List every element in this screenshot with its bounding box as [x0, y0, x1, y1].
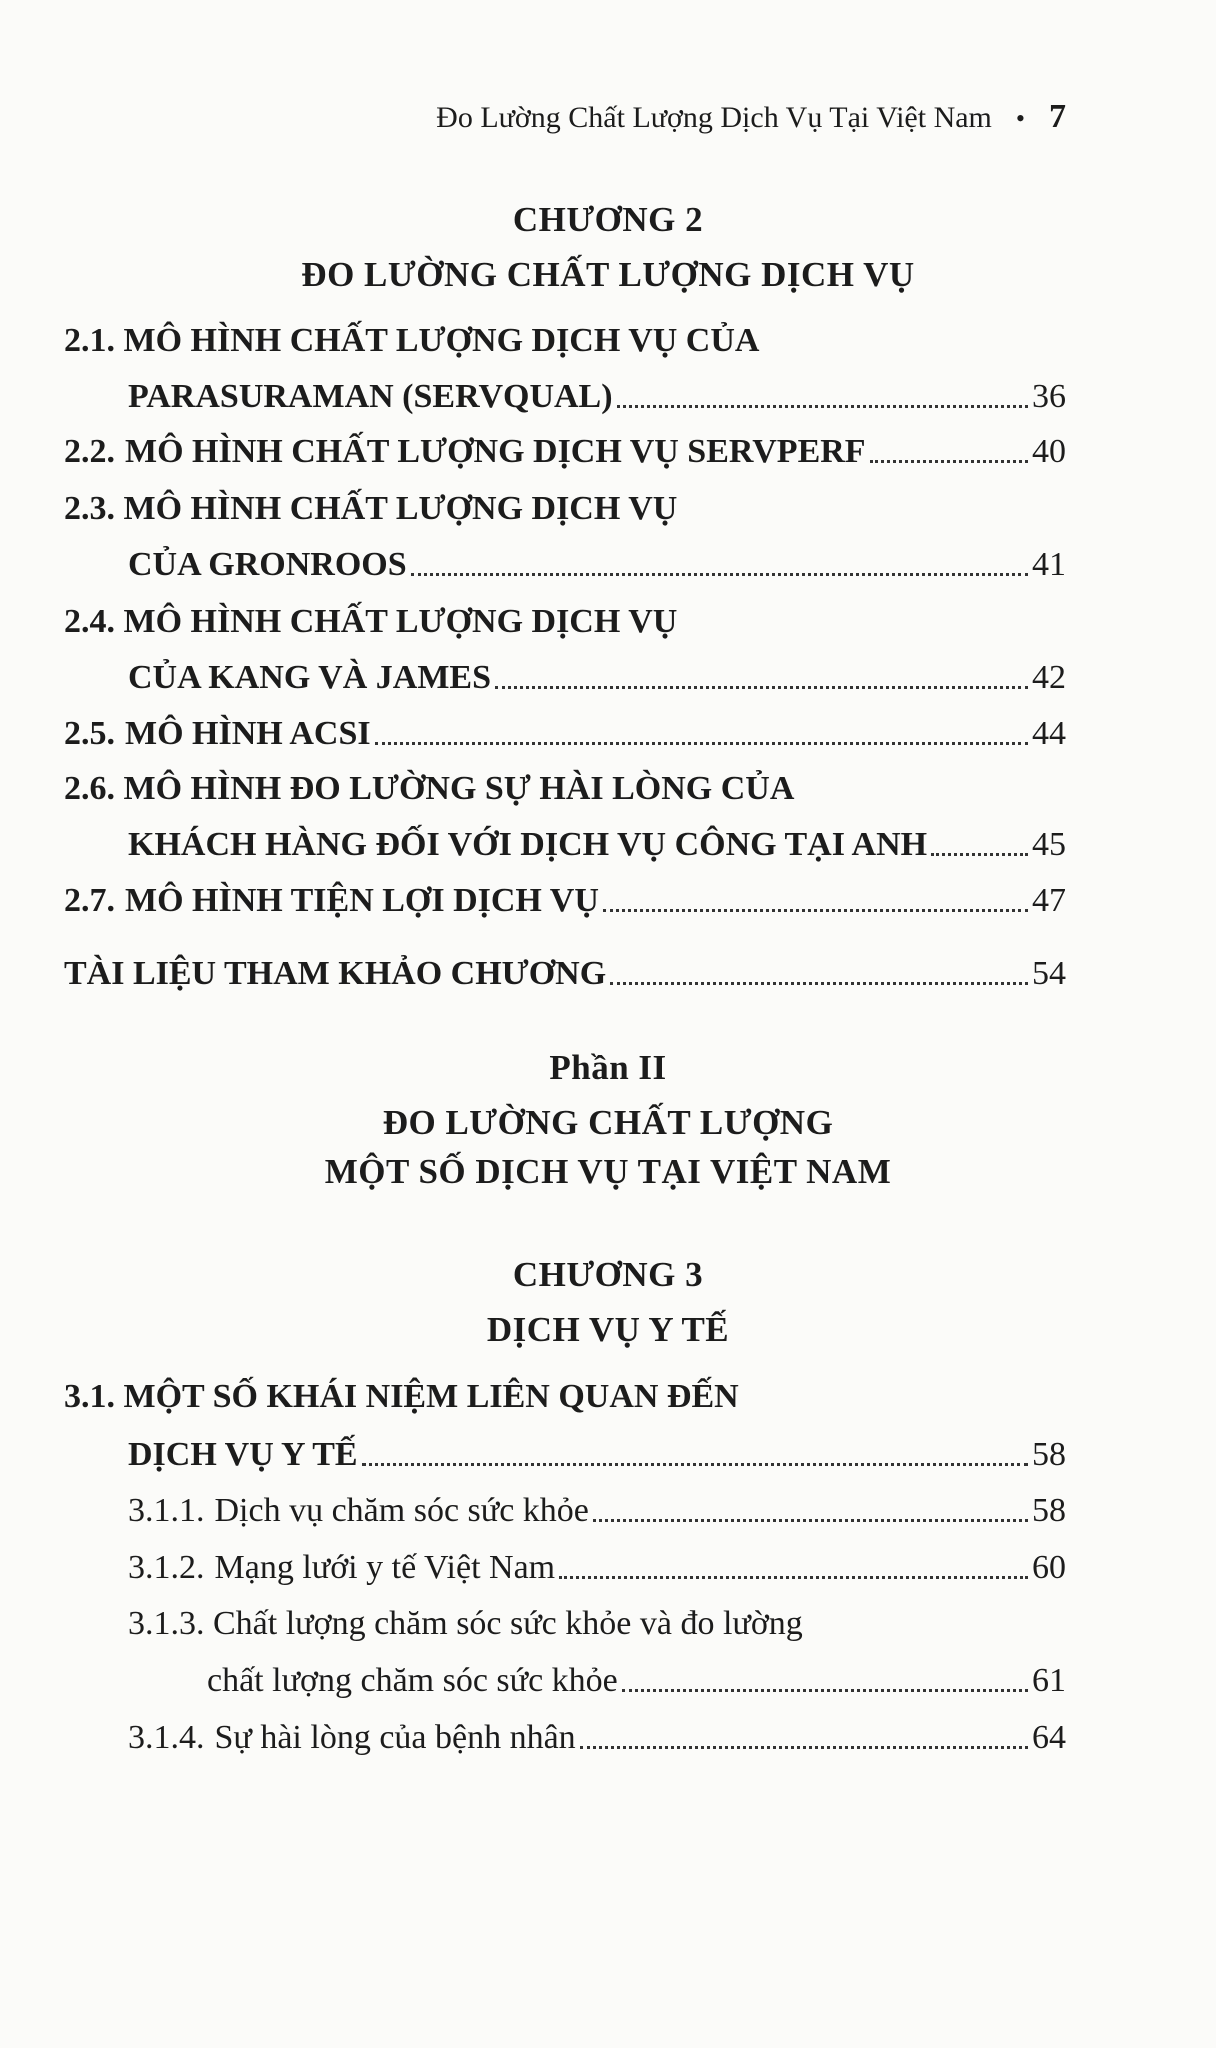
dot-leader: [617, 405, 1028, 408]
toc-entry-references[interactable]: [64, 955, 1066, 993]
part-2-title-line2: MỘT SỐ DỊCH VỤ TẠI VIỆT NAM: [324, 1152, 892, 1191]
toc-entry-text: DỊCH VỤ Y TẾ: [128, 1436, 358, 1473]
toc-page-number: 58: [1032, 1436, 1066, 1473]
toc-page-number: 42: [1032, 659, 1066, 696]
dot-leader: [870, 460, 1028, 463]
toc-entry-text: MÔ HÌNH ĐO LƯỜNG SỰ HÀI LÒNG CỦA: [123, 770, 795, 807]
toc-entry-2-1[interactable]: [128, 378, 1066, 416]
dot-leader: [610, 982, 1028, 985]
chapter-2-label: CHƯƠNG 2: [512, 200, 704, 239]
toc-entry-2-2[interactable]: [64, 433, 1066, 471]
toc-entry-text: CỦA KANG VÀ JAMES: [128, 659, 492, 696]
toc-entry-text: KHÁCH HÀNG ĐỐI VỚI DỊCH VỤ CÔNG TẠI ANH: [128, 826, 928, 863]
toc-page-number: 44: [1032, 715, 1066, 752]
dot-leader: [495, 686, 1028, 689]
chapter-2-title: ĐO LƯỜNG CHẤT LƯỢNG DỊCH VỤ: [301, 255, 915, 294]
toc-entry-3-1-3[interactable]: [207, 1662, 1066, 1700]
toc-entry-text: Mạng lưới y tế Việt Nam: [214, 1549, 556, 1586]
toc-page-number: 64: [1032, 1719, 1066, 1756]
toc-entry-text: TÀI LIỆU THAM KHẢO CHƯƠNG: [64, 955, 607, 992]
part-2-label: Phần II: [549, 1048, 667, 1087]
page-number: 7: [1049, 98, 1066, 135]
toc-entry-2-1-line1[interactable]: [64, 322, 759, 360]
dot-leader: [375, 742, 1028, 745]
toc-entry-text: CỦA GRONROOS: [128, 546, 407, 583]
toc-page-number: 41: [1032, 546, 1066, 583]
toc-page-number: 45: [1032, 826, 1066, 863]
toc-entry-number: 2.2.: [64, 433, 115, 470]
chapter-3-label: CHƯƠNG 3: [512, 1255, 704, 1294]
dot-leader: [559, 1576, 1028, 1579]
toc-entry-number: 2.6.: [64, 770, 115, 807]
toc-page-number: 58: [1032, 1492, 1066, 1529]
toc-entry-number: 3.1.4.: [128, 1719, 205, 1756]
toc-entry-3-1[interactable]: [128, 1436, 1066, 1474]
toc-entry-2-4-line1[interactable]: [64, 603, 677, 641]
dot-leader: [362, 1463, 1028, 1466]
dot-leader: [580, 1746, 1028, 1749]
toc-entry-3-1-4[interactable]: [128, 1719, 1066, 1757]
dot-leader: [411, 573, 1028, 576]
toc-entry-2-3-line1[interactable]: [64, 490, 677, 528]
dot-leader: [603, 909, 1028, 912]
toc-entry-text: MÔ HÌNH TIỆN LỢI DỊCH VỤ: [125, 882, 599, 919]
toc-entry-text: MÔ HÌNH CHẤT LƯỢNG DỊCH VỤ SERVPERF: [125, 433, 866, 470]
running-header: [436, 98, 1066, 136]
toc-page-number: 36: [1032, 378, 1066, 415]
toc-entry-3-1-line1[interactable]: [64, 1378, 739, 1416]
toc-entry-number: 3.1.: [64, 1378, 115, 1415]
toc-entry-2-6-line1[interactable]: [64, 770, 794, 808]
toc-entry-number: 3.1.3.: [128, 1605, 205, 1642]
toc-entry-2-4[interactable]: [128, 659, 1066, 697]
toc-entry-text: MÔ HÌNH CHẤT LƯỢNG DỊCH VỤ CỦA: [123, 322, 760, 359]
toc-entry-2-7[interactable]: [64, 882, 1066, 920]
toc-entry-number: 2.3.: [64, 490, 115, 527]
toc-entry-number: 2.7.: [64, 882, 115, 919]
toc-page-number: 40: [1032, 433, 1066, 470]
toc-entry-2-6[interactable]: [128, 826, 1066, 864]
dot-leader: [593, 1519, 1028, 1522]
toc-entry-2-5[interactable]: [64, 715, 1066, 753]
toc-entry-text: MÔ HÌNH CHẤT LƯỢNG DỊCH VỤ: [123, 603, 678, 640]
toc-entry-2-3[interactable]: [128, 546, 1066, 584]
toc-entry-number: 3.1.2.: [128, 1549, 205, 1586]
toc-entry-3-1-2[interactable]: [128, 1549, 1066, 1587]
toc-entry-text: MỘT SỐ KHÁI NIỆM LIÊN QUAN ĐẾN: [123, 1378, 739, 1415]
dot-leader: [622, 1689, 1028, 1692]
chapter-3-title: DỊCH VỤ Y TẾ: [486, 1310, 730, 1349]
toc-entry-text: Dịch vụ chăm sóc sức khỏe: [214, 1492, 589, 1529]
header-bullet: •: [1015, 104, 1025, 133]
toc-entry-number: 2.5.: [64, 715, 115, 752]
toc-entry-3-1-3-line1[interactable]: [128, 1605, 803, 1643]
toc-entry-number: 2.1.: [64, 322, 115, 359]
toc-page-number: 60: [1032, 1549, 1066, 1586]
toc-entry-text: MÔ HÌNH ACSI: [125, 715, 371, 752]
toc-entry-number: 2.4.: [64, 603, 115, 640]
toc-entry-number: 3.1.1.: [128, 1492, 205, 1529]
toc-page-number: 47: [1032, 882, 1066, 919]
dot-leader: [931, 853, 1028, 856]
toc-entry-text: chất lượng chăm sóc sức khỏe: [207, 1662, 618, 1699]
toc-entry-text: Chất lượng chăm sóc sức khỏe và đo lường: [213, 1605, 803, 1642]
toc-entry-3-1-1[interactable]: [128, 1492, 1066, 1530]
toc-entry-text: MÔ HÌNH CHẤT LƯỢNG DỊCH VỤ: [123, 490, 678, 527]
running-header-title: Đo Lường Chất Lượng Dịch Vụ Tại Việt Nam: [436, 101, 992, 134]
toc-entry-text: Sự hài lòng của bệnh nhân: [214, 1719, 576, 1756]
toc-entry-text: PARASURAMAN (SERVQUAL): [128, 378, 613, 415]
part-2-title-line1: ĐO LƯỜNG CHẤT LƯỢNG: [382, 1103, 834, 1142]
toc-page-number: 61: [1032, 1662, 1066, 1699]
toc-page-number: 54: [1032, 955, 1066, 992]
